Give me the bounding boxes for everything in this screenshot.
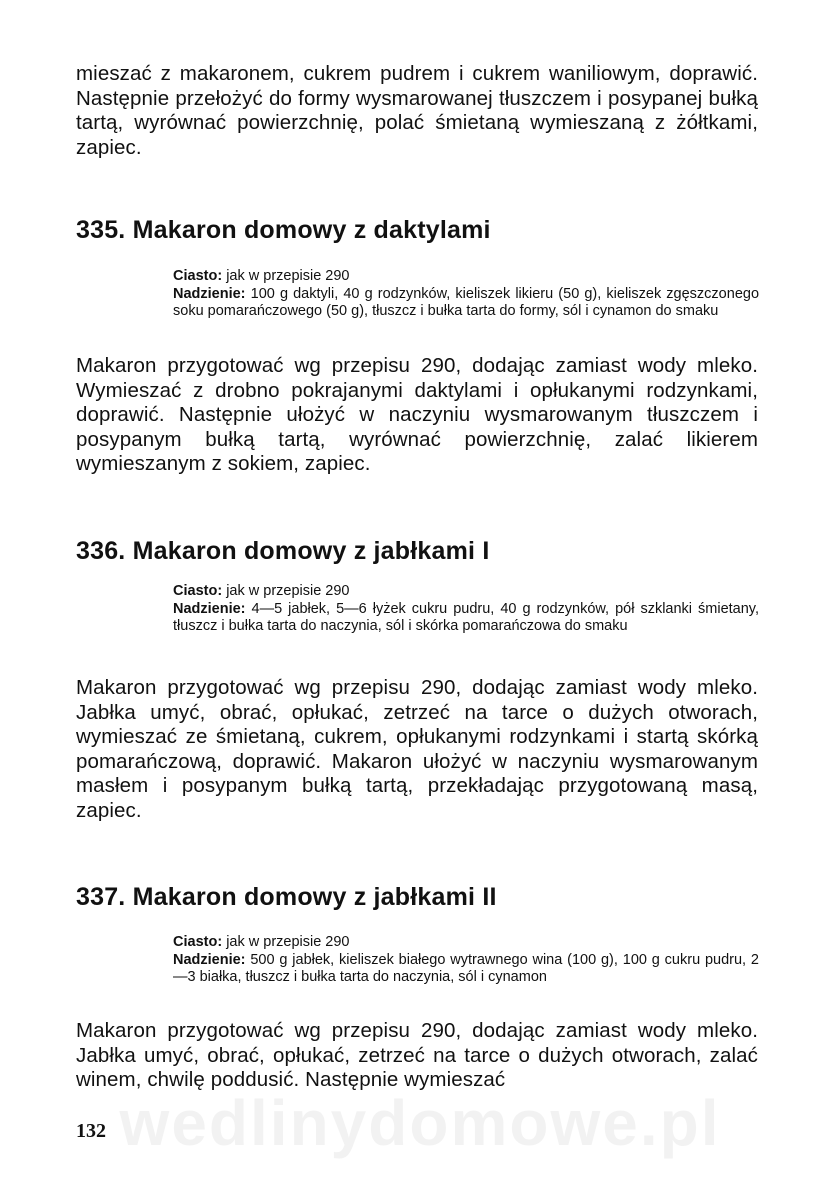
dough-label: Ciasto:: [173, 268, 223, 284]
filling-line: [173, 952, 759, 987]
method-335: Makaron przygotować wg przepisu 290, dodając zamiast wody mleko. Wymieszać z drobno pokrajanymi daktylami i opłukanymi rodzynkami, doprawić. Następnie ułożyć w naczyniu wysmarowanym tłuszczem i posypanym bułką tartą, wyrównać powierzchnię, zalać likierem wymieszanym z sokiem, zapiec.: [76, 354, 758, 475]
ingredients-335: [173, 268, 759, 321]
dough-label: Ciasto:: [173, 583, 223, 599]
recipe-title-337: 337. Makaron domowy z jabłkami II: [76, 883, 497, 911]
page-number: 132: [76, 1120, 106, 1142]
dough-line: [173, 268, 759, 286]
filling-label: Nadzienie:: [173, 951, 246, 968]
filling-label: Nadzienie:: [173, 285, 246, 302]
dough-line: [173, 934, 759, 952]
dough-line: [173, 583, 759, 601]
recipe-title-336: 336. Makaron domowy z jabłkami I: [76, 537, 490, 565]
ingredients-336: [173, 583, 759, 636]
filling-label: Nadzienie:: [173, 600, 246, 617]
dough-text: jak w przepisie 290: [226, 583, 350, 599]
method-337: Makaron przygotować wg przepisu 290, dodając zamiast wody mleko. Jabłka umyć, obrać, opłukać, zetrzeć na tarce o dużych otworach, zalać winem, chwilę poddusić. Następnie wymieszać: [76, 1019, 758, 1091]
filling-line: [173, 286, 759, 321]
dough-label: Ciasto:: [173, 934, 223, 950]
filling-text: 4—5 jabłek, 5—6 łyżek cukru pudru, 40 g rodzynków, pół szklanki śmietany, tłuszcz i bułka tarta do naczynia, sól i skórka pomarańczowa do smaku: [173, 600, 760, 634]
recipe-title-335: 335. Makaron domowy z daktylami: [76, 216, 491, 244]
filling-line: [173, 601, 759, 636]
ingredients-337: [173, 934, 759, 987]
dough-text: jak w przepisie 290: [226, 934, 350, 950]
dough-text: jak w przepisie 290: [226, 268, 350, 284]
filling-text: 100 g daktyli, 40 g rodzynków, kieliszek likieru (50 g), kieliszek zgęszczonego soku pomarańczowego (50 g), tłuszcz i bułka tarta do formy, sól i cynamon do smaku: [173, 285, 760, 319]
intro-paragraph: mieszać z makaronem, cukrem pudrem i cukrem waniliowym, doprawić. Następnie przełożyć do formy wysmarowanej tłuszczem i posypanej bułką tartą, wyrównać powierzchnię, polać śmietaną wymieszaną z żółtkami, zapiec.: [76, 62, 758, 159]
filling-text: 500 g jabłek, kieliszek białego wytrawnego wina (100 g), 100 g cukru pudru, 2—3 białka, tłuszcz i bułka tarta do naczynia, sól i cynamon: [173, 951, 759, 985]
watermark: wedlinydomowe.pl: [119, 1087, 721, 1159]
method-336: Makaron przygotować wg przepisu 290, dodając zamiast wody mleko. Jabłka umyć, obrać, opłukać, zetrzeć na tarce o dużych otworach, wymieszać ze śmietaną, cukrem, opłukanymi rodzynkami i startą skórką pomarańczową, doprawić. Makaron ułożyć w naczyniu wysmarowanym masłem i posypanym bułką tartą, przekładając przygotowaną masą, zapiec.: [76, 676, 758, 822]
